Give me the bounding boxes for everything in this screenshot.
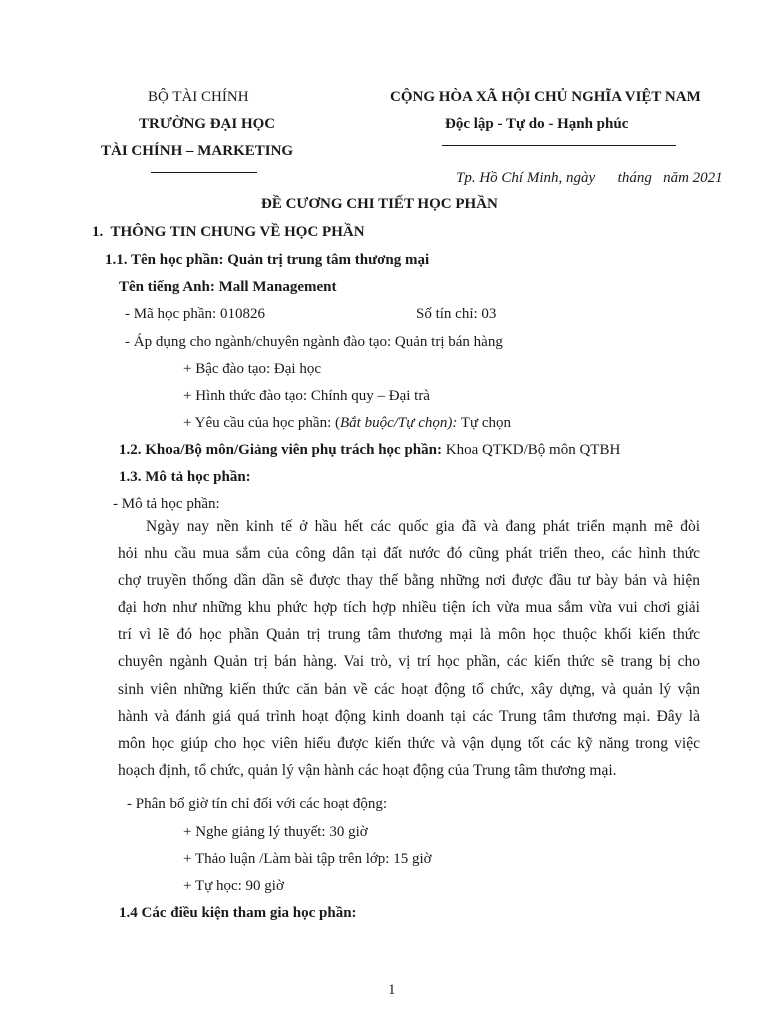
requirement-prefix: + Yêu cầu của học phần: ( [183,415,341,431]
requirement-options: Bắt buộc/Tự chọn [340,415,448,431]
applicable-major: - Áp dụng cho ngành/chuyên ngành đào tạo: Quản trị bán hàng [125,334,503,350]
description-line: chợ truyền thống dần dần sẽ được thay thế bằng những nơi được đầu tư bày bản và hiện [118,572,700,590]
description-line: hoạch định, tổ chức, quản lý vận hành các hoạt động của Trung tâm thương mại. [118,761,617,779]
course-name-label: 1.1. Tên học phần: [105,252,224,268]
section-1-heading: 1. THÔNG TIN CHUNG VỀ HỌC PHẦN [92,224,365,240]
course-name-value: Quản trị trung tâm thương mại [227,252,430,268]
requirement-value: Tự chọn [457,415,512,431]
course-requirement [183,414,511,432]
country-name: CỘNG HÒA XÃ HỘI CHỦ NGHĨA VIỆT NAM [390,89,701,105]
allocation-item-lecture: + Nghe giảng lý thuyết: 30 giờ [183,824,368,840]
document-title: ĐỀ CƯƠNG CHI TIẾT HỌC PHẦN [261,196,498,212]
training-level: + Bậc đào tạo: Đại học [183,361,321,377]
department-label: 1.2. Khoa/Bộ môn/Giảng viên phụ trách học phần: [119,442,442,458]
credits: Số tín chỉ: 03 [416,306,497,322]
allocation-item-discussion: + Thảo luận /Làm bài tập trên lớp: 15 giờ [183,851,432,867]
description-line: hành và đánh giá quá trình hoạt động kinh doanh tại các Trung tâm thương mại. Đây là [118,707,700,725]
description-line: sinh viên những kiến thức căn bản về các hoạt động tổ chức, xây dựng, và quản lý vận [118,680,700,698]
allocation-item-self-study: + Tự học: 90 giờ [183,878,284,894]
course-description-paragraph [118,513,700,784]
ministry-name: BỘ TÀI CHÍNH [148,89,249,105]
description-line: hỏi nhu cầu mua sắm của công dân tại đất nước đó cũng phát triển theo, các hình thức [118,545,700,563]
course-name-row [105,251,429,269]
school-name-line1: TRƯỜNG ĐẠI HỌC [139,116,276,132]
english-name-value: Mall Management [218,279,337,295]
header-left-underline [151,172,257,173]
description-line: chuyên ngành Quản trị bán hàng. Vai trò, vị trí học phần, các kiến thức sẽ trang bị cho [118,653,700,671]
description-line: môn học giúp cho học viên hiểu được kiến thức và vận dụng tốt các kỹ năng trong việc [118,734,700,752]
department-value: Khoa QTKD/Bộ môn QTBH [441,442,621,458]
department-row [119,441,620,459]
date-line: Tp. Hồ Chí Minh, ngày tháng năm 2021 [456,170,723,186]
requirement-suffix: ): [447,415,458,431]
description-line: trí vì lẽ đó học phần Quản trị trung tâm thương mại là môn học thuộc khối kiến thức [118,626,700,644]
english-name-row [119,278,337,296]
training-form: + Hình thức đào tạo: Chính quy – Đại trà [183,388,430,404]
page-number: 1 [388,982,396,998]
english-name-label: Tên tiếng Anh: [119,279,215,295]
course-code: - Mã học phần: 010826 [125,306,265,322]
school-name-line2: TÀI CHÍNH – MARKETING [101,143,294,159]
prerequisites-heading: 1.4 Các điều kiện tham gia học phần: [119,905,357,921]
national-motto: Độc lập - Tự do - Hạnh phúc [445,116,629,132]
course-description-heading: 1.3. Mô tả học phần: [119,469,251,485]
header-right-underline [442,145,676,146]
description-line: đại hơn như những khu phức hợp tích hợp nhiều tiện ích vừa mua sắm vừa vui chơi giải [118,599,700,617]
credit-allocation-intro: - Phân bổ giờ tín chỉ đối với các hoạt động: [127,796,387,812]
description-line: Ngày nay nền kinh tế ở hầu hết các quốc gia đã và đang phát triển mạnh mẽ đòi [146,518,700,535]
course-description-intro: - Mô tả học phần: [113,496,220,512]
